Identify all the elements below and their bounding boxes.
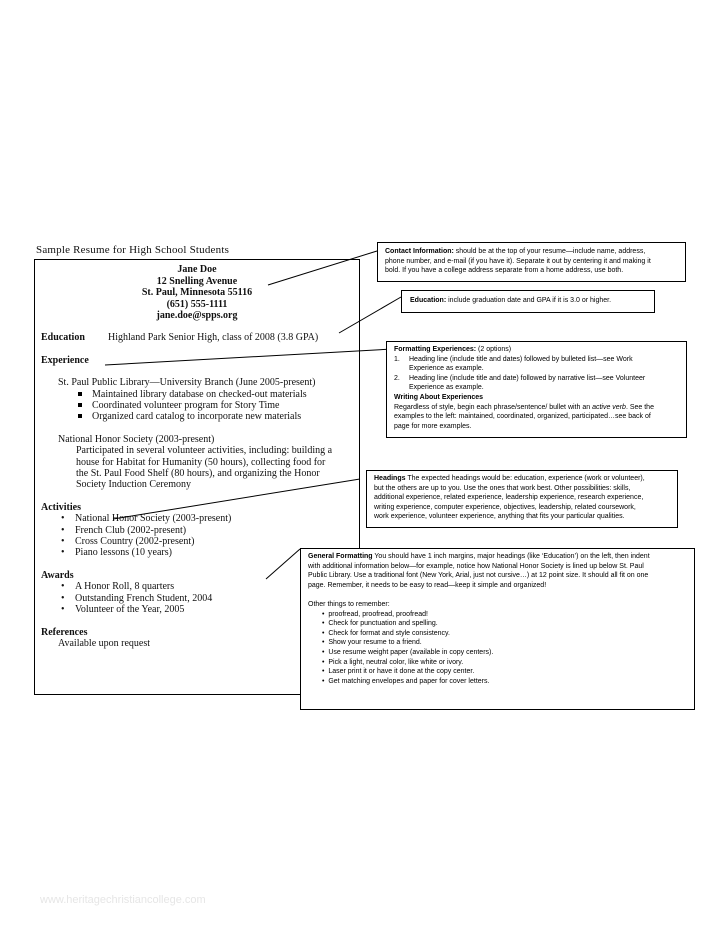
note-contact-information: Contact Information: should be at the top of your resume—include name, address, phone number, and e-mail (if you have it). Separate it out by centering it and making it bold. If you have a college address separate from a home address, use both. <box>377 242 686 282</box>
contact-email: jane.doe@spps.org <box>156 310 238 321</box>
activity-item: • French Club (2002-present) <box>61 525 187 536</box>
note-formatting-experiences: Formatting Experiences: (2 options) 1. Heading line (include title and dates) followed by bulleted list—see Work Experience as example. 2. Heading line (include title and date) followed by narrative list—see Volunteer Experience as example. Writing About Experiences Regardless of style, begin each phrase/sentence/ bullet with an active verb. See the examples to the left: maintained, coordinated, organized, participated…see back of page for more examples. <box>386 341 687 438</box>
tip-item: Use resume weight paper (available in copy centers). <box>328 648 494 656</box>
connector-contact <box>268 251 377 285</box>
connector-activities <box>113 479 360 519</box>
job2-narrative-line: Participated in several volunteer activities, including: building a <box>76 445 333 456</box>
education-detail: Highland Park Senior High, class of 2008 (3.8 GPA) <box>108 332 319 343</box>
note-general-formatting: General Formatting You should have 1 inch margins, major headings (like ‘Education’) on the left, then indent with additional information below—for example, notice how National Honor Society is lined up below St. Paul Public Library. Use a traditional font (New York, Arial, just not cursive…) at 12 point size. It should all fit on one page. Remember, it needs to be easy to read—keep it simple and organized! Other things to remember: • proofread, proofread, proofread! • Check for punctuation and spelling. • Check for format and style consistency. • Show your resume to a friend. • Use resume weight paper (available in copy centers). • Pick a light, neutral color, like white or ivory. • Laser print it or have it done at the copy center. • Get matching envelopes and paper for cover letters. <box>300 548 695 710</box>
references-detail: Available upon request <box>58 638 151 649</box>
tip-item: Pick a light, neutral color, like white or ivory. <box>328 658 464 666</box>
contact-city: St. Paul, Minnesota 55116 <box>141 287 253 298</box>
tip-item: Check for format and style consistency. <box>328 629 450 637</box>
activity-item: • Piano lessons (10 years) <box>61 547 172 558</box>
tip-item: proofread, proofread, proofread! <box>328 610 428 618</box>
awards-heading: Awards <box>41 570 74 581</box>
job1-bullet: Coordinated volunteer program for Story Time <box>78 400 279 411</box>
references-heading: References <box>41 627 88 638</box>
tip-item: Get matching envelopes and paper for cover letters. <box>328 677 490 685</box>
contact-name: Jane Doe <box>177 264 217 275</box>
job1-bullet: Maintained library database on checked-out materials <box>78 389 307 400</box>
connector-experience <box>105 349 393 365</box>
experience-heading: Experience <box>41 355 89 366</box>
award-item: • Volunteer of the Year, 2005 <box>61 604 185 615</box>
note-headings: Headings The expected headings would be: education, experience (work or volunteer), but the others are up to you. Use the ones that work best. Other possibilities: skills, additional experience, related experience, leadership experience, research experience, writing experience, computer experience, objectives, leadership, related coursework, work experience, volunteer experience, anything that fits your particular qualities. <box>366 470 678 528</box>
contact-phone: (651) 555-1111 <box>166 298 228 310</box>
job2-narrative-line: house for Habitat for Humanity (50 hours), collecting food for <box>76 457 326 468</box>
activities-heading: Activities <box>41 502 81 513</box>
job2-narrative-line: the St. Paul Food Shelf (80 hours), and organizing the Honor <box>76 468 320 479</box>
job1-bullet: Organized card catalog to incorporate new materials <box>78 411 301 422</box>
connector-awards <box>266 549 300 579</box>
document-title: Sample Resume for High School Students <box>36 244 230 256</box>
award-item: • Outstanding French Student, 2004 <box>61 593 213 604</box>
watermark: www.heritagechristiancollege.com <box>40 894 206 906</box>
contact-street: 12 Snelling Avenue <box>156 275 238 287</box>
note-education: Education: include graduation date and GPA if it is 3.0 or higher. <box>401 290 655 313</box>
education-heading: Education <box>41 332 85 343</box>
job1-line: St. Paul Public Library—University Branch (June 2005-present) <box>58 377 316 388</box>
award-item: • A Honor Roll, 8 quarters <box>61 581 175 592</box>
tip-item: Check for punctuation and spelling. <box>328 620 438 628</box>
job2-narrative-line: Society Induction Ceremony <box>76 479 191 490</box>
activity-item: • Cross Country (2002-present) <box>61 536 195 547</box>
tip-item: Show your resume to a friend. <box>328 639 422 647</box>
tip-item: Laser print it or have it done at the copy center. <box>328 668 475 676</box>
connector-education <box>339 297 401 333</box>
job2-line: National Honor Society (2003-present) <box>58 434 215 445</box>
activity-item: • National Honor Society (2003-present) <box>61 513 232 524</box>
